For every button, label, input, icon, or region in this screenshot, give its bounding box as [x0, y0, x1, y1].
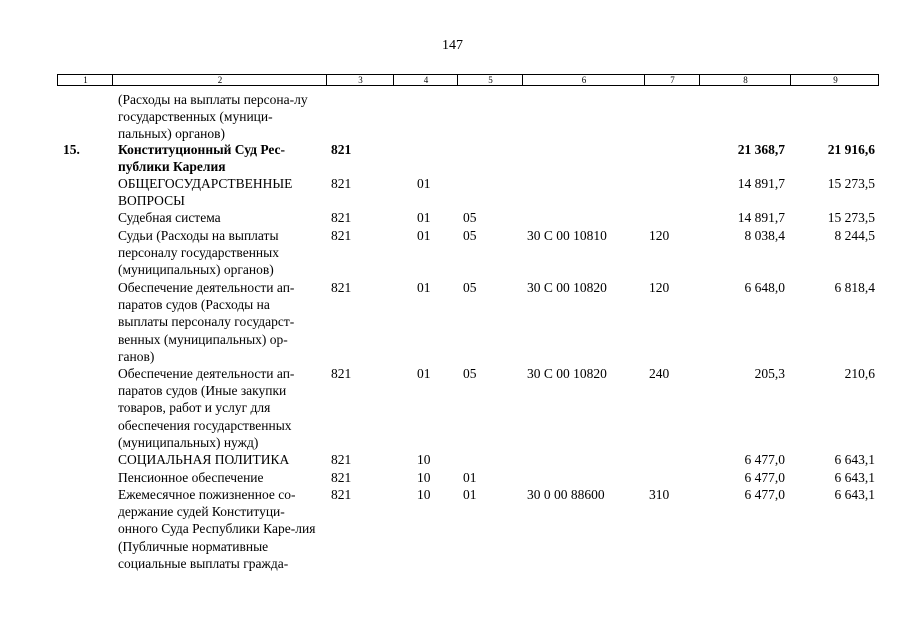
row-number: 15. — [63, 142, 80, 157]
col-amount-year2: 6 643,1 — [834, 452, 875, 467]
col-subsection: 05 — [463, 210, 477, 225]
row-name: Пенсионное обеспечение — [118, 470, 264, 485]
row-name: Обеспечение деятельности ап-паратов судов (Иные закупки товаров, работ и услуг для обеспечения государственных (муниципальных) нужд) — [118, 366, 295, 450]
col-admin-code: 821 — [331, 366, 352, 381]
col-amount-year1: 14 891,7 — [737, 210, 785, 225]
col-subsection: 01 — [463, 487, 477, 502]
col-amount-year1: 205,3 — [754, 366, 785, 381]
col-admin-code: 821 — [331, 280, 352, 295]
col-section: 10 — [417, 487, 431, 502]
col-subsection: 05 — [463, 366, 477, 381]
row-name: Судьи (Расходы на выплаты персоналу государственных (муниципальных) органов) — [118, 228, 279, 278]
col-admin-code: 821 — [331, 228, 352, 243]
col-expense-type: 120 — [649, 280, 670, 295]
col-section: 01 — [417, 176, 431, 191]
col-amount-year2: 15 273,5 — [827, 210, 875, 225]
row-name: Обеспечение деятельности ап-паратов судов (Расходы на выплаты персоналу государст-венных (муниципальных) ор-ганов) — [118, 280, 295, 364]
col-subsection: 01 — [463, 470, 477, 485]
col-target-article: 30 С 00 10820 — [527, 280, 607, 295]
page-number: 147 — [442, 38, 463, 53]
col-admin-code: 821 — [331, 176, 352, 191]
col-subsection: 05 — [463, 228, 477, 243]
col-amount-year2: 210,6 — [844, 366, 875, 381]
col-amount-year2: 15 273,5 — [827, 176, 875, 191]
col-amount-year2: 8 244,5 — [834, 228, 875, 243]
col-target-article: 30 С 00 10820 — [527, 366, 607, 381]
col-amount-year1: 8 038,4 — [744, 228, 785, 243]
row-name: Конституционный Суд Рес-публики Карелия — [118, 142, 286, 175]
col-amount-year2: 6 643,1 — [834, 470, 875, 485]
col-amount-year1: 6 477,0 — [744, 487, 785, 502]
row-name: ОБЩЕГОСУДАРСТВЕННЫЕ ВОПРОСЫ — [118, 176, 293, 209]
col-admin-code: 821 — [331, 210, 352, 225]
col-amount-year1: 21 368,7 — [737, 142, 785, 157]
col-admin-code: 821 — [331, 487, 352, 502]
col-section: 01 — [417, 366, 431, 381]
header-col-5: 5 — [488, 75, 493, 85]
header-col-2: 2 — [217, 75, 223, 85]
col-section: 01 — [417, 210, 431, 225]
header-col-4: 4 — [423, 75, 429, 85]
col-section: 01 — [417, 280, 431, 295]
row-name: (Расходы на выплаты персона-лу государственных (муници-пальных) органов) — [118, 92, 308, 142]
col-amount-year1: 6 648,0 — [744, 280, 785, 295]
col-target-article: 30 С 00 10810 — [527, 228, 607, 243]
col-amount-year1: 6 477,0 — [744, 452, 785, 467]
col-admin-code: 821 — [331, 142, 352, 157]
col-admin-code: 821 — [331, 452, 352, 467]
col-target-article: 30 0 00 88600 — [527, 487, 605, 502]
header-col-7: 7 — [670, 75, 675, 85]
col-amount-year1: 6 477,0 — [744, 470, 785, 485]
header-col-3: 3 — [358, 75, 363, 85]
col-amount-year2: 6 643,1 — [834, 487, 875, 502]
col-expense-type: 240 — [649, 366, 670, 381]
column-number-header — [57, 74, 879, 86]
col-subsection: 05 — [463, 280, 477, 295]
col-section: 10 — [417, 470, 431, 485]
col-section: 01 — [417, 228, 431, 243]
col-amount-year2: 21 916,6 — [827, 142, 875, 157]
header-col-9: 9 — [833, 75, 838, 85]
row-name: Судебная система — [118, 210, 221, 225]
col-amount-year2: 6 818,4 — [834, 280, 875, 295]
col-section: 10 — [417, 452, 431, 467]
col-admin-code: 821 — [331, 470, 352, 485]
row-name: Ежемесячное пожизненное со-держание судей Конституци-онного Суда Республики Каре-лия (Публичные нормативные социальные выплаты гражда- — [118, 487, 316, 571]
row-name: СОЦИАЛЬНАЯ ПОЛИТИКА — [118, 452, 290, 467]
col-amount-year1: 14 891,7 — [737, 176, 785, 191]
header-col-8: 8 — [743, 75, 748, 85]
header-col-1: 1 — [83, 75, 88, 85]
col-expense-type: 310 — [649, 487, 670, 502]
col-expense-type: 120 — [649, 228, 670, 243]
header-col-6: 6 — [581, 75, 587, 85]
